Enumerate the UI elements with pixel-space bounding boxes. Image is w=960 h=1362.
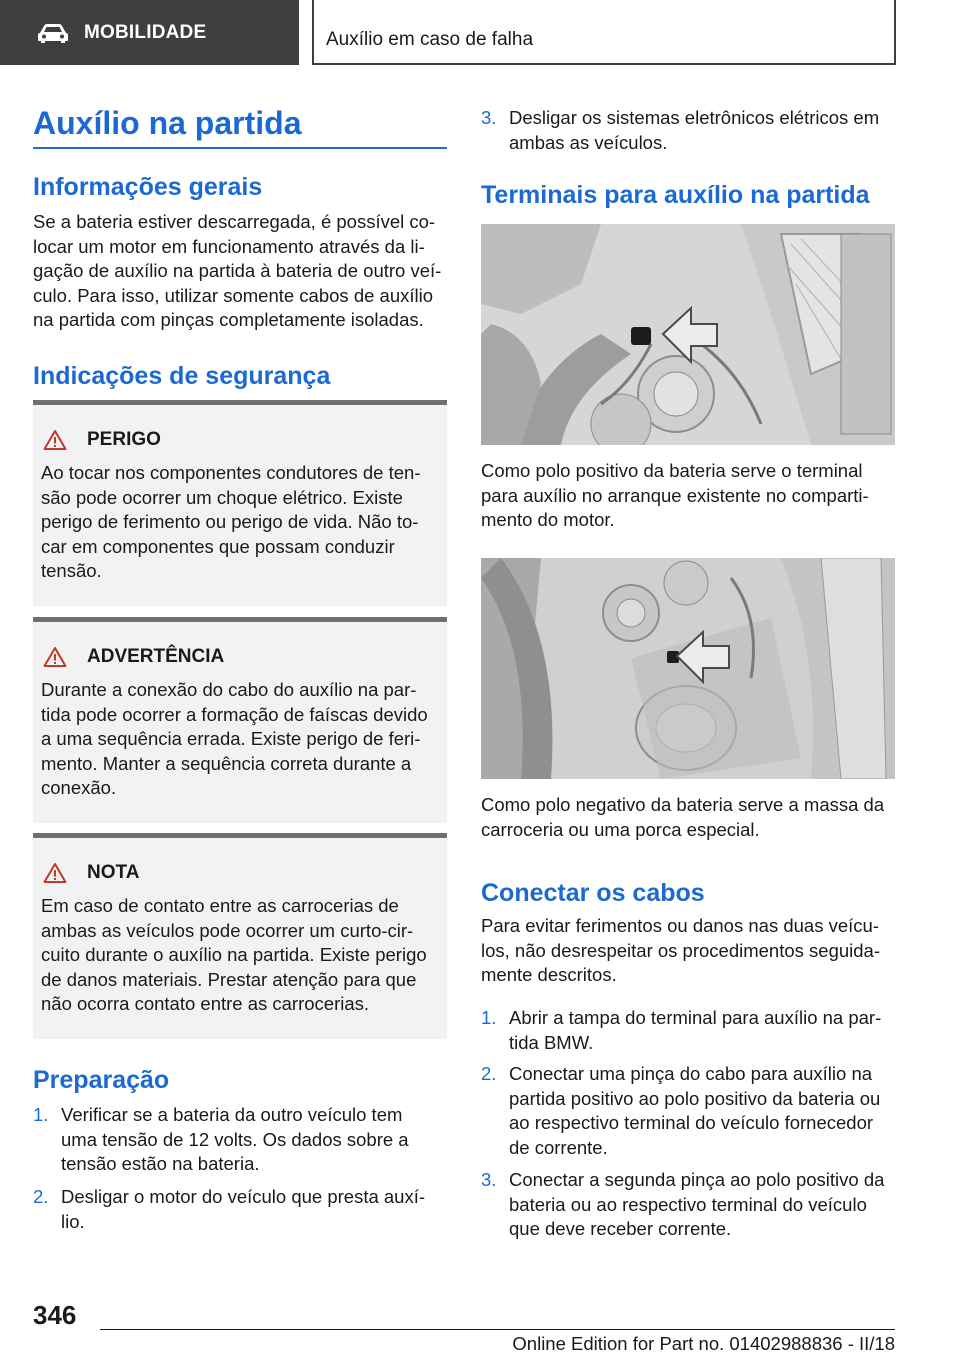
caption-positive [481, 459, 901, 533]
text-line: a uma sequência errada. Existe perigo de feri‐ [41, 728, 421, 749]
text-line: tida pode ocorrer a formação de faíscas devido [41, 703, 428, 725]
engine-bay-illustration [481, 224, 895, 445]
list-text [509, 1006, 881, 1055]
section-label: MOBILIDADE [84, 21, 207, 43]
edition-note: Online Edition for Part no. 01402988836 - II/18 [512, 1333, 895, 1354]
text-line: de corrente. [509, 1136, 608, 1158]
list-number: 3. [481, 1169, 497, 1190]
warning-text [41, 678, 441, 801]
list-item [481, 1168, 901, 1244]
subsection-tab [312, 0, 896, 65]
page-title: Auxílio na partida [33, 105, 302, 141]
list-text [61, 1185, 425, 1234]
warning-triangle-icon [43, 862, 67, 884]
text-line: Conectar a segunda pinça ao polo positivo da [509, 1169, 885, 1190]
list-item [33, 1103, 453, 1179]
text-line: car em componentes que possam conduzir [41, 535, 395, 557]
warning-title: ADVERTÊNCIA [87, 646, 225, 667]
text-line: na partida com pinças completamente isoladas. [33, 309, 424, 330]
text-line: culo. Para isso, utilizar somente cabos de auxílio [33, 284, 434, 306]
text-line: bateria ou ao respectivo terminal do veículo [509, 1193, 867, 1215]
engine-bay-photo-negative [481, 558, 895, 779]
connect-heading: Conectar os cabos [481, 879, 705, 907]
warning-text [41, 461, 441, 584]
engine-bay-illustration [481, 558, 895, 779]
list-item [33, 1185, 453, 1237]
text-line: locar um motor em funcionamento através da li‐ [33, 235, 425, 257]
list-number: 2. [481, 1063, 497, 1084]
text-line: lio. [61, 1210, 85, 1232]
text-line: conexão. [41, 777, 117, 798]
subsection-label: Auxílio em caso de falha [326, 29, 534, 50]
text-line: Verificar se a bateria da outro veículo tem [61, 1104, 403, 1125]
info-paragraph [33, 210, 453, 333]
text-line: Abrir a tampa do terminal para auxílio na par‐ [509, 1007, 882, 1028]
text-line: mento. Manter a sequência correta durante a [41, 752, 412, 774]
text-line: los, não desrespeitar os procedimentos seguida‐ [481, 939, 881, 961]
warning-title: PERIGO [87, 429, 161, 450]
list-number: 1. [33, 1104, 49, 1125]
engine-bay-photo-positive [481, 224, 895, 445]
list-number: 2. [33, 1186, 49, 1207]
section-tab [0, 0, 299, 65]
text-line: Como polo positivo da bateria serve o terminal [481, 460, 863, 481]
text-line: ambas as veículos pode ocorrer um curto-cir‐ [41, 919, 414, 941]
text-line: ambas as veículos. [509, 131, 668, 153]
list-text [509, 106, 879, 155]
text-line: uma tensão de 12 volts. Os dados sobre a [61, 1128, 409, 1150]
text-line: ao respectivo terminal do veículo fornecedor [509, 1112, 874, 1133]
text-line: são pode ocorrer um choque elétrico. Existe [41, 486, 403, 508]
text-line: Para evitar ferimentos ou danos nas duas veícu‐ [481, 915, 879, 936]
text-line: que deve receber corrente. [509, 1218, 732, 1239]
list-number: 1. [481, 1007, 497, 1028]
text-line: cuito durante o auxílio na partida. Existe perigo [41, 944, 427, 965]
warning-title: NOTA [87, 862, 140, 883]
text-line: não ocorra contato entre as carrocerias. [41, 993, 370, 1014]
warning-triangle-icon [43, 429, 67, 451]
warning-triangle-icon [43, 646, 67, 668]
text-line: tida BMW. [509, 1031, 594, 1053]
text-line: partida positivo ao polo positivo da bateria ou [509, 1087, 881, 1109]
text-line: tensão. [41, 560, 102, 581]
text-line: mente descritos. [481, 964, 617, 985]
caption-negative [481, 793, 901, 842]
connect-paragraph [481, 914, 901, 988]
warning-text [41, 894, 441, 1017]
text-line: Ao tocar nos componentes condutores de ten‐ [41, 462, 421, 483]
prep-heading: Preparação [33, 1066, 170, 1094]
text-line: para auxílio no arranque existente no comparti‐ [481, 484, 869, 506]
text-line: tensão estão na bateria. [61, 1153, 260, 1174]
info-heading: Informações gerais [33, 173, 263, 201]
warning-box-note [33, 833, 447, 1039]
list-text [509, 1168, 884, 1242]
text-line: mento do motor. [481, 509, 615, 530]
title-rule [33, 147, 447, 149]
text-line: Durante a conexão do cabo do auxílio na par‐ [41, 679, 417, 700]
text-line: Desligar o motor do veículo que presta auxí‐ [61, 1186, 426, 1207]
text-line: de danos materiais. Prestar atenção para que [41, 968, 417, 990]
page-number: 346 [33, 1300, 77, 1330]
text-line: Se a bateria estiver descarregada, é possível co‐ [33, 211, 436, 232]
text-line: perigo de ferimento ou perigo de vida. Não to‐ [41, 511, 419, 532]
list-text [61, 1103, 409, 1177]
car-icon [36, 22, 70, 44]
warning-box-caution [33, 617, 447, 823]
safety-heading: Indicações de segurança [33, 362, 331, 390]
text-line: Desligar os sistemas eletrônicos elétricos em [509, 107, 880, 128]
text-line: gação de auxílio na partida à bateria de outro veí‐ [33, 260, 442, 281]
text-line: Como polo negativo da bateria serve a massa da [481, 794, 885, 815]
text-line: carroceria ou uma porca especial. [481, 818, 760, 840]
terminals-heading: Terminais para auxílio na partida [481, 181, 870, 209]
warning-box-danger [33, 400, 447, 606]
text-line: Em caso de contato entre as carrocerias de [41, 895, 399, 916]
list-item [481, 1062, 901, 1162]
list-text [509, 1062, 880, 1160]
list-item [481, 1006, 901, 1058]
list-item [481, 106, 901, 158]
list-number: 3. [481, 107, 497, 128]
text-line: Conectar uma pinça do cabo para auxílio na [509, 1063, 873, 1084]
footer-rule [100, 1329, 895, 1330]
